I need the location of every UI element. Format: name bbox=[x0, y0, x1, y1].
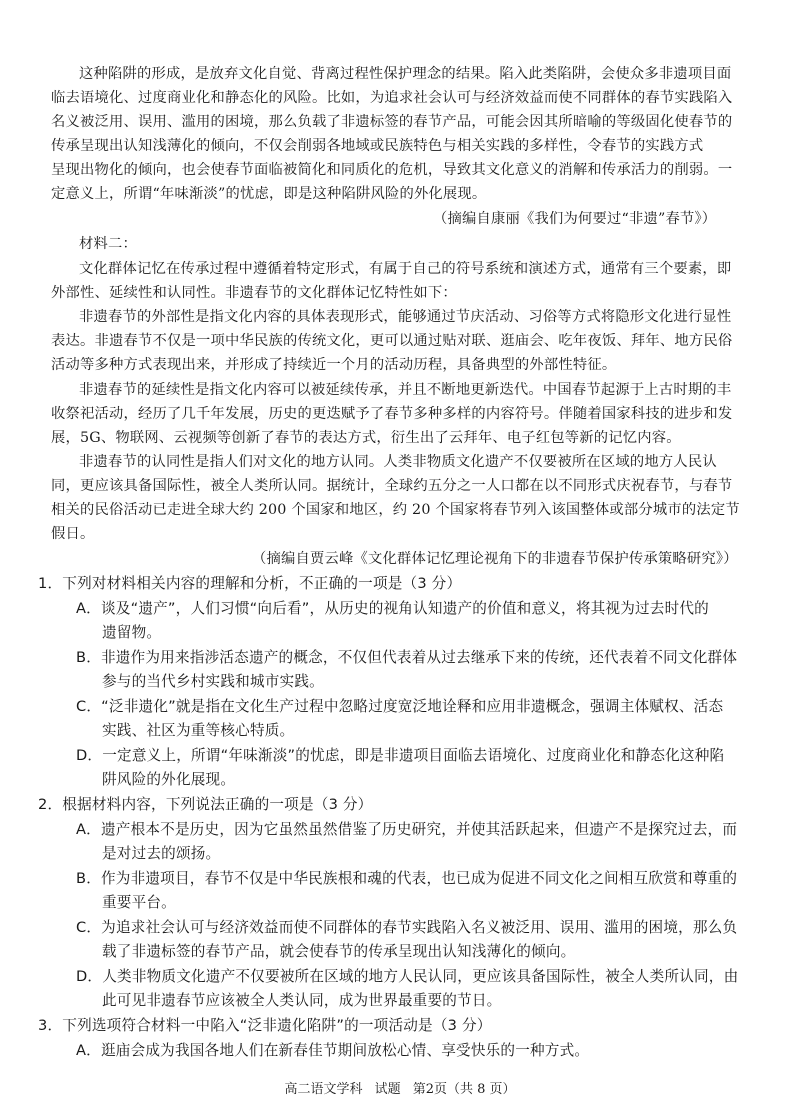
q1-option-b: B．非遗作为用来指涉活态遗产的概念，不仅但代表着从过去继承下来的传统，还代表着不同文化群体 bbox=[76, 649, 738, 666]
q1-option-d-cont: 阱风险的外化展现。 bbox=[102, 771, 236, 788]
text-line: 呈现出物化的倾向，也会使春节面临被简化和同质化的危机，导致其文化意义的消解和传承活力的削弱。一 bbox=[51, 162, 733, 178]
text-line: 文化群体记忆在传承过程中遵循着特定形式，有属于自己的符号系统和演述方式，通常有三个要素，即 bbox=[79, 261, 732, 277]
q1-option-b-cont: 参与的当代乡村实践和城市实践。 bbox=[102, 673, 324, 690]
question-2-stem: 2．根据材料内容，下列说法正确的一项是（3 分） bbox=[38, 796, 373, 813]
text-line: 传承呈现出认知浅薄化的倾向，不仅会削弱各地域或民族特色与相关实践的多样性，令春节的实践方式 bbox=[51, 138, 704, 154]
q2-option-d: D．人类非物质文化遗产不仅要被所在区域的地方人民认同，更应该具备国际性，被全人类所认同，由 bbox=[76, 968, 739, 985]
footer-type: 试题 bbox=[374, 1082, 401, 1097]
text-line: 临去语境化、过度商业化和静态化的风险。比如，为追求社会认可与经济效益而使不同群体的春节实践陷入 bbox=[51, 90, 733, 106]
q2-option-c: C．为追求社会认可与经济效益而使不同群体的春节实践陷入名义被泛用、误用、滥用的困境，那么负 bbox=[76, 919, 738, 936]
text-line: 假日。 bbox=[51, 526, 95, 542]
q1-option-c-cont: 实践、社区为重等核心特质。 bbox=[102, 722, 295, 739]
q1-option-c: C．“泛非遗化”就是指在文化生产过程中忽略过度宽泛地诠释和应用非遗概念，强调主体赋权、活态 bbox=[76, 698, 724, 715]
text-line: 非遗春节的外部性是指文化内容的具体表现形式，能够通过节庆活动、习俗等方式将隐形文化进行显性 bbox=[79, 309, 732, 325]
text-line: 收祭祀活动，经历了几千年发展，历史的更迭赋予了春节多种多样的内容符号。伴随着国家科技的进步和发 bbox=[51, 406, 733, 422]
text-line: 非遗春节的认同性是指人们对文化的地方认同。人类非物质文化遗产不仅要被所在区域的地方人民认 bbox=[79, 454, 717, 470]
q1-option-d: D．一定意义上，所谓“年味渐淡”的忧虑，即是非遗项目面临去语境化、过度商业化和静态化这种陷 bbox=[76, 747, 725, 764]
text-line: 活动等多种方式表现出来，并形成了持续近一个月的活动历程，具备典型的外部性特征。 bbox=[51, 357, 617, 373]
source-citation: （摘编自贾云峰《文化群体记忆理论视角下的非遗春节保护传承策略研究》） bbox=[252, 551, 738, 567]
text-line: 相关的民俗活动已走进全球大约 200 个国家和地区，约 20 个国家将春节列入该国整体或部分城市的法定节 bbox=[51, 502, 740, 518]
footer-page-number: 第2页（共 8 页） bbox=[412, 1082, 516, 1097]
source-citation: （摘编自康丽《我们为何要过“非遗”春节》） bbox=[433, 211, 717, 227]
material2-heading: 材料二： bbox=[79, 236, 137, 252]
text-line: 名义被泛用、误用、滥用的困境，那么负载了非遗标签的春节产品，可能会因其所暗喻的等级固化使春节的 bbox=[51, 114, 733, 130]
q1-option-a-cont: 遗留物。 bbox=[102, 624, 162, 641]
page-footer bbox=[0, 1081, 800, 1099]
q3-option-a: A．逛庙会成为我国各地人们在新春佳节期间放松心情、享受快乐的一种方式。 bbox=[76, 1042, 590, 1059]
text-line: 同，更应该具备国际性，被全人类所认同。据统计，全球约五分之一人口都在以不同形式庆祝春节，与春节 bbox=[51, 478, 733, 494]
text-line: 展，5G、物联网、云视频等创新了春节的表达方式，衍生出了云拜年、电子红包等新的记忆内容。 bbox=[51, 430, 681, 446]
q1-option-a: A．谈及“遗产”，人们习惯“向后看”，从历史的视角认知遗产的价值和意义，将其视为过去时代的 bbox=[76, 600, 709, 617]
q2-option-a: A．遗产根本不是历史，因为它虽然虽然借鉴了历史研究，并使其活跃起来，但遗产不是探究过去，而 bbox=[76, 821, 738, 838]
question-1-stem: 1．下列对材料相关内容的理解和分析，不正确的一项是（3 分） bbox=[38, 575, 462, 592]
q2-option-c-cont: 载了非遗标签的春节产品，就会使春节的传承呈现出认知浅薄化的倾向。 bbox=[102, 943, 576, 960]
text-line: 非遗春节的延续性是指文化内容可以被延续传承，并且不断地更新迭代。中国春节起源于上古时期的丰 bbox=[79, 382, 732, 398]
text-line: 定意义上，所谓“年味渐淡”的忧虑，即是这种陷阱风险的外化展现。 bbox=[51, 186, 487, 202]
q2-option-d-cont: 此可见非遗春节应该被全人类认同，成为世界最重要的节日。 bbox=[102, 992, 502, 1009]
text-line: 表达。非遗春节不仅是一项中华民族的传统文化，更可以通过贴对联、逛庙会、吃年夜饭、拜年、地方民俗 bbox=[51, 333, 733, 349]
footer-subject: 高二语文学科 bbox=[284, 1082, 363, 1097]
question-3-stem: 3．下列选项符合材料一中陷入“泛非遗化陷阱”的一项活动是（3 分） bbox=[38, 1017, 492, 1034]
q2-option-b: B．作为非遗项目，春节不仅是中华民族根和魂的代表，也已成为促进不同文化之间相互欣赏和尊重的 bbox=[76, 870, 738, 887]
text-line: 外部性、延续性和认同性。非遗春节的文化群体记忆特性如下： bbox=[51, 285, 457, 301]
q2-option-a-cont: 是对过去的颂扬。 bbox=[102, 845, 221, 862]
q2-option-b-cont: 重要平台。 bbox=[102, 894, 176, 911]
text-line: 这种陷阱的形成，是放弃文化自觉、背离过程性保护理念的结果。陷入此类陷阱，会使众多非遗项目面 bbox=[79, 66, 732, 82]
